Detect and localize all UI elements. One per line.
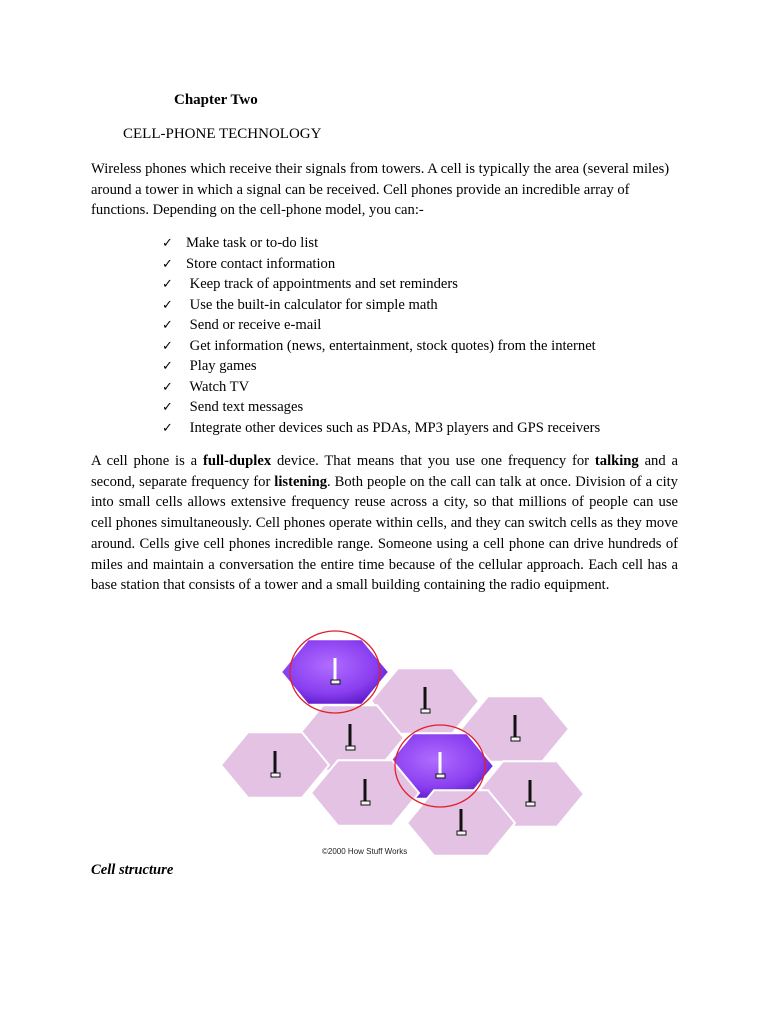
term-full-duplex: full-duplex: [203, 453, 272, 469]
list-item-text: Watch TV: [186, 378, 250, 395]
list-item-text: Keep track of appointments and set reminders: [186, 276, 458, 292]
list-item: [162, 397, 600, 418]
list-item-text: Play games: [186, 358, 257, 374]
body-text: A cell phone is a: [91, 453, 203, 469]
body-paragraph: [91, 451, 678, 596]
list-item-text: Get information (news, entertainment, stock quotes) from the internet: [186, 337, 596, 354]
list-item-text: Make task or to-do list: [186, 235, 319, 251]
body-text: and a second, separate frequency for: [91, 453, 678, 490]
list-item: [162, 336, 600, 357]
list-item: [162, 254, 600, 275]
checkmark-icon: ✓: [162, 419, 173, 435]
checkmark-icon: ✓: [162, 276, 173, 291]
list-item-text: Send or receive e-mail: [186, 317, 322, 333]
term-listening: listening: [274, 473, 328, 490]
list-item: [162, 418, 600, 439]
checkmark-icon: ✓: [162, 337, 173, 353]
checkmark-icon: ✓: [162, 378, 173, 394]
checkmark-icon: ✓: [162, 255, 173, 271]
function-list: [162, 233, 600, 438]
body-text: . Both people on the call can talk at once. Division of a city into small cells allows extensive frequency reuse across a city, so that millions of people can use cell phones simultaneously. Cell phones operate within cells, and they can switch cells as they move around. Cells give cell phones incredible range. Someone using a cell phone can drive hundreds of miles and maintain a conversation the entire time because of the cellular approach. Each cell has a base station that consists of a tower and a small building containing the radio equipment.: [91, 473, 678, 594]
list-item: [162, 233, 600, 254]
figure-caption: Cell structure: [91, 862, 174, 878]
checkmark-icon: ✓: [162, 235, 173, 250]
cell-grid: [221, 639, 584, 855]
list-item: [162, 315, 600, 336]
list-item: [162, 295, 600, 316]
checkmark-icon: ✓: [162, 399, 173, 414]
checkmark-icon: ✓: [162, 296, 173, 312]
checkmark-icon: ✓: [162, 317, 173, 332]
term-talking: talking: [594, 453, 639, 469]
list-item: [162, 356, 600, 377]
cell-structure-diagram: [216, 628, 602, 864]
list-item-text: Integrate other devices such as PDAs, MP3 players and GPS receivers: [186, 419, 601, 436]
list-item: [162, 377, 600, 398]
list-item-text: Send text messages: [186, 399, 304, 415]
chapter-title: Chapter Two: [174, 92, 258, 108]
figure-copyright: ©2000 How Stuff Works: [322, 847, 408, 856]
list-item-text: Store contact information: [186, 255, 336, 272]
section-title: CELL-PHONE TECHNOLOGY: [123, 126, 322, 142]
body-text: device. That means that you use one frequency for: [271, 453, 595, 469]
checkmark-icon: ✓: [162, 358, 173, 373]
list-item: [162, 274, 600, 295]
list-item-text: Use the built-in calculator for simple math: [186, 296, 438, 313]
intro-paragraph: Wireless phones which receive their signals from towers. A cell is typically the area (several miles) around a tower in which a signal can be received. Cell phones provide an incredible array of functions. Depending on the cell-phone model, you can:-: [91, 161, 670, 219]
